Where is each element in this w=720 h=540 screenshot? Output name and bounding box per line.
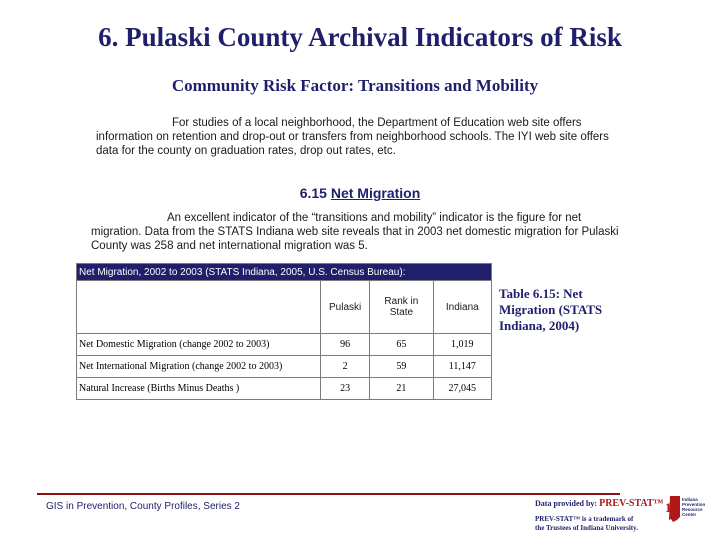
row-pulaski: 96 [321, 334, 370, 356]
table-row [77, 378, 492, 400]
row-rank: 59 [370, 356, 433, 378]
table-header-row [77, 264, 492, 281]
institute-label: Indiana Prevention Resource Center [682, 497, 706, 517]
row-pulaski: 23 [321, 378, 370, 400]
row-indiana: 1,019 [433, 334, 491, 356]
migration-paragraph-text: An excellent indicator of the “transitions and mobility” indicator is the figure for net migration. Data from the STATS Indiana web site reveals that in 2003 net domestic migration for Pulaski County was 258 and net international migration was 5. [91, 212, 619, 252]
table-header: Net Migration, 2002 to 2003 (STATS Indiana, 2005, U.S. Census Bureau): [77, 264, 492, 281]
footer-text: GIS in Prevention, County Profiles, Series 2 [46, 501, 240, 512]
table-row [77, 356, 492, 378]
column-rank: Rank in State [370, 281, 433, 334]
migration-paragraph [91, 211, 621, 253]
row-label: Net Domestic Migration (change 2002 to 2003) [77, 334, 321, 356]
row-rank: 65 [370, 334, 433, 356]
logo-trademark-line2: the Trustees of Indiana University. [535, 524, 638, 532]
logo-provided-by: Data provided by: [535, 499, 598, 508]
column-indiana: Indiana [433, 281, 491, 334]
row-indiana: 11,147 [433, 356, 491, 378]
section-title: Net Migration [330, 185, 421, 201]
logo-provided-line [535, 498, 664, 509]
row-rank: 21 [370, 378, 433, 400]
row-label: Net International Migration (change 2002 to 2003) [77, 356, 321, 378]
row-label: Natural Increase (Births Minus Deaths ) [77, 378, 321, 400]
intro-paragraph [96, 116, 626, 158]
net-migration-table [76, 263, 492, 400]
table-column-row [77, 281, 492, 334]
logo-trademark [535, 515, 638, 533]
page-subtitle: Community Risk Factor: Transitions and Mobility [171, 76, 539, 95]
section-heading [0, 185, 720, 201]
logo-brand: PREV-STAT™ [599, 498, 664, 509]
column-blank [77, 281, 321, 334]
column-pulaski: Pulaski [321, 281, 370, 334]
footer-rule [37, 493, 620, 495]
section-number: 6.15 [299, 185, 327, 201]
logo-trademark-line1: PREV-STAT™ is a trademark of [535, 515, 634, 523]
page-title: 6. Pulaski County Archival Indicators of Risk [98, 22, 622, 52]
intro-paragraph-text: For studies of a local neighborhood, the Department of Education web site offers information on retention and drop-out or transfers from neighborhood schools. The IYI web site offers data for the county on graduation rates, drop out rates, etc. [96, 117, 609, 157]
table-row [77, 334, 492, 356]
row-pulaski: 2 [321, 356, 370, 378]
row-indiana: 27,045 [433, 378, 491, 400]
page-number: 12 [665, 500, 678, 515]
table-caption: Table 6.15: Net Migration (STATS Indiana, 2004) [499, 286, 603, 333]
